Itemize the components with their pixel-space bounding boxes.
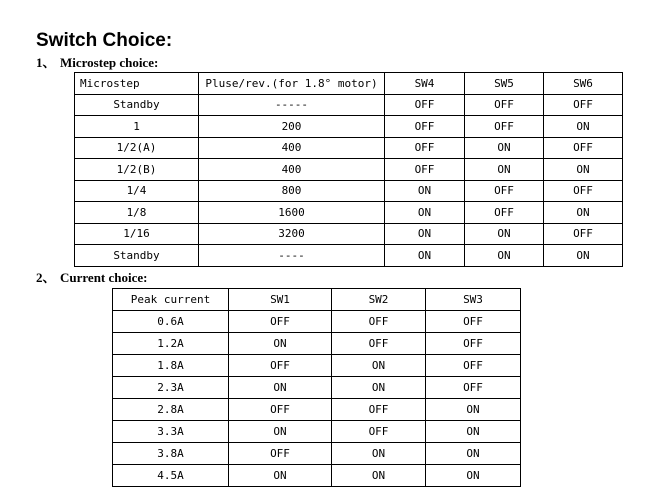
table-cell: ON [465,223,544,245]
table-cell: ON [385,180,465,202]
table-row [75,159,623,181]
section-label: Current choice: [60,270,148,285]
microstep-section-heading [36,55,158,71]
table-row [113,443,521,465]
table-cell: OFF [426,311,521,333]
table-cell: ON [229,465,332,487]
page-title: Switch Choice: [36,30,173,51]
table-cell: Standby [75,94,199,116]
table-cell: ON [229,421,332,443]
table-cell: OFF [229,399,332,421]
table-cell: 1600 [199,202,385,224]
table-cell: OFF [544,223,623,245]
table-cell: ----- [199,94,385,116]
table-cell: OFF [385,137,465,159]
table-row [113,377,521,399]
table-cell: ON [544,202,623,224]
column-header: SW3 [426,289,521,311]
current-table [112,288,521,487]
table-cell: ON [544,245,623,267]
table-cell: 1/2(B) [75,159,199,181]
column-header: SW5 [465,73,544,95]
table-row [75,202,623,224]
table-cell: OFF [544,94,623,116]
table-cell: 1/4 [75,180,199,202]
table-cell: ON [465,137,544,159]
column-header: SW4 [385,73,465,95]
table-cell: ON [385,202,465,224]
table-cell: ---- [199,245,385,267]
table-cell: 1 [75,116,199,138]
table-cell: ON [332,355,426,377]
table-cell: ON [229,377,332,399]
table-cell: OFF [229,311,332,333]
table-cell: 1.8A [113,355,229,377]
section-label: Microstep choice: [60,55,159,70]
table-cell: ON [544,159,623,181]
table-row [75,245,623,267]
table-cell: 0.6A [113,311,229,333]
table-cell: 2.8A [113,399,229,421]
table-cell: ON [465,245,544,267]
table-cell: OFF [465,202,544,224]
current-section-heading [36,270,147,286]
microstep-table-body [75,73,623,267]
table-cell: ON [229,333,332,355]
table-row [113,421,521,443]
table-row [75,94,623,116]
table-cell: OFF [544,180,623,202]
section-number: 2、 [36,270,56,285]
table-cell: OFF [465,180,544,202]
table-cell: 1/16 [75,223,199,245]
table-cell: OFF [385,116,465,138]
table-cell: 1/8 [75,202,199,224]
table-cell: ON [385,245,465,267]
table-cell: OFF [465,94,544,116]
table-cell: 1.2A [113,333,229,355]
column-header: Microstep [75,73,199,95]
table-cell: 200 [199,116,385,138]
table-row [113,355,521,377]
table-header-row [75,73,623,95]
table-row [75,223,623,245]
table-cell: ON [332,465,426,487]
table-cell: OFF [544,137,623,159]
table-cell: ON [385,223,465,245]
table-cell: ON [426,421,521,443]
table-cell: 3200 [199,223,385,245]
table-row [113,311,521,333]
table-row [113,333,521,355]
table-cell: 2.3A [113,377,229,399]
table-cell: OFF [332,333,426,355]
table-cell: ON [426,399,521,421]
table-row [113,465,521,487]
table-cell: OFF [229,443,332,465]
column-header: SW6 [544,73,623,95]
table-cell: 800 [199,180,385,202]
table-row [75,116,623,138]
microstep-table [74,72,623,267]
table-cell: ON [465,159,544,181]
column-header: Pluse/rev.(for 1.8° motor) [199,73,385,95]
table-cell: ON [332,377,426,399]
table-cell: ON [426,443,521,465]
table-cell: 400 [199,137,385,159]
table-row [75,180,623,202]
table-cell: 3.8A [113,443,229,465]
table-cell: OFF [229,355,332,377]
table-cell: ON [544,116,623,138]
table-cell: OFF [426,377,521,399]
column-header: SW2 [332,289,426,311]
table-cell: ON [426,465,521,487]
table-cell: OFF [465,116,544,138]
table-cell: 400 [199,159,385,181]
table-cell: OFF [332,311,426,333]
current-table-body [113,289,521,487]
table-cell: OFF [385,94,465,116]
table-cell: OFF [332,421,426,443]
table-cell: 1/2(A) [75,137,199,159]
table-cell: 4.5A [113,465,229,487]
table-header-row [113,289,521,311]
table-cell: OFF [426,333,521,355]
table-cell: OFF [332,399,426,421]
table-row [113,399,521,421]
table-cell: Standby [75,245,199,267]
table-cell: 3.3A [113,421,229,443]
table-row [75,137,623,159]
table-cell: OFF [426,355,521,377]
column-header: SW1 [229,289,332,311]
table-cell: ON [332,443,426,465]
table-cell: OFF [385,159,465,181]
column-header: Peak current [113,289,229,311]
section-number: 1、 [36,55,56,70]
